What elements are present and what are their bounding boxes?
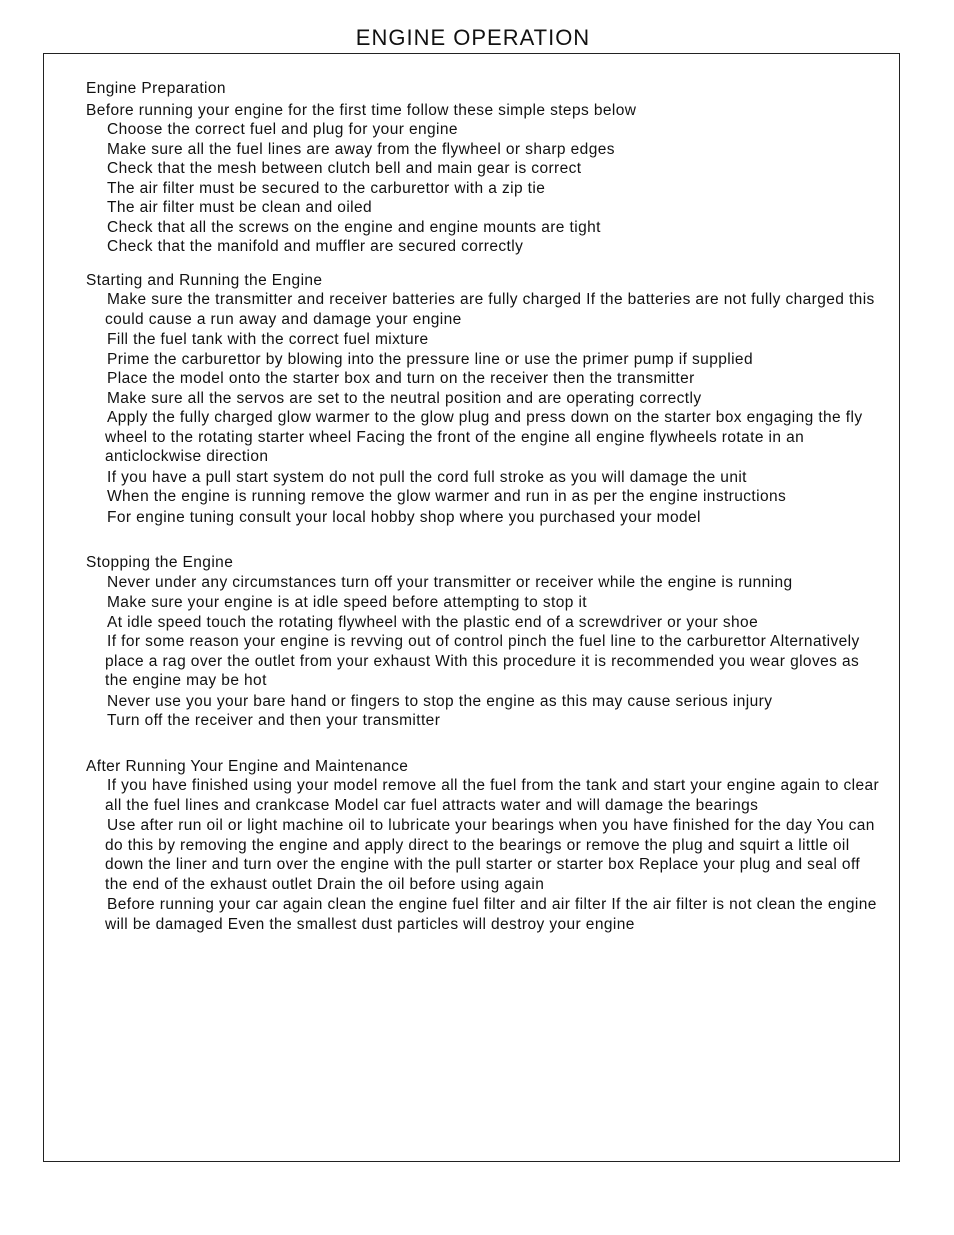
list-item: If for some reason your engine is revving out of control pinch the fuel line to the carburettor Alternatively place a rag over the outlet from your exhaust With this procedure it is recommended you wear gloves as the engine may be hot: [105, 633, 860, 689]
list-item: Make sure your engine is at idle speed before attempting to stop it: [107, 594, 588, 611]
section-starting-running: [86, 271, 886, 528]
content-body: [86, 79, 886, 934]
page-title: ENGINE OPERATION: [355, 25, 591, 50]
list-item: Never under any circumstances turn off your transmitter or receiver while the engine is running: [107, 573, 793, 591]
list-item: Never use you your bare hand or fingers to stop the engine as this may cause serious injury: [107, 692, 773, 710]
list-item: If you have finished using your model remove all the fuel from the tank and start your engine again to clear all the fuel lines and crankcase Model car fuel attracts water and will damage the bearings: [105, 777, 880, 814]
list-item: Use after run oil or light machine oil to lubricate your bearings when you have finished for the day You can do this by removing the engine and apply direct to the bearings or remove the plug and squirt a little oil down the liner and turn over the engine with the pull starter or starter box Replace your plug and seal off the end of the exhaust outlet Drain the oil before using again: [105, 817, 875, 893]
section-after-running-maintenance: [86, 757, 886, 935]
list-item: Check that all the screws on the engine and engine mounts are tight: [107, 218, 601, 236]
list-item: Before running your car again clean the engine fuel filter and air filter If the air filter is not clean the engine will be damaged Even the smallest dust particles will destroy your engine: [105, 896, 877, 933]
list-item: The air filter must be clean and oiled: [107, 199, 373, 216]
list-item: If you have a pull start system do not pull the cord full stroke as you will damage the unit: [107, 468, 747, 486]
section-stopping: [86, 553, 886, 731]
section-heading: Engine Preparation: [86, 80, 226, 97]
list-item: Make sure all the servos are set to the neutral position and are operating correctly: [107, 389, 702, 407]
section-heading: After Running Your Engine and Maintenance: [86, 757, 409, 775]
list-item: When the engine is running remove the glow warmer and run in as per the engine instructions: [107, 488, 787, 505]
section-intro: Before running your engine for the first time follow these simple steps below: [86, 101, 637, 119]
list-item: For engine tuning consult your local hobby shop where you purchased your model: [107, 508, 701, 526]
list-item: Choose the correct fuel and plug for your engine: [107, 121, 458, 138]
list-item: The air filter must be secured to the carburettor with a zip tie: [107, 179, 546, 197]
list-item: At idle speed touch the rotating flywheel with the plastic end of a screwdriver or your shoe: [107, 613, 759, 631]
section-heading: Stopping the Engine: [86, 554, 234, 571]
step-list: [86, 290, 886, 527]
list-item: Place the model onto the starter box and turn on the receiver then the transmitter: [107, 370, 695, 387]
step-list: [86, 573, 886, 731]
list-item: Make sure all the fuel lines are away from the flywheel or sharp edges: [107, 140, 615, 158]
step-list: [86, 776, 886, 934]
list-item: Fill the fuel tank with the correct fuel mixture: [107, 331, 429, 348]
section-engine-preparation: [86, 79, 886, 257]
step-list: [86, 120, 886, 257]
list-item: Make sure the transmitter and receiver batteries are fully charged If the batteries are not fully charged this could cause a run away and damage your engine: [105, 291, 875, 328]
list-item: Check that the manifold and muffler are secured correctly: [107, 238, 524, 255]
section-heading: Starting and Running the Engine: [86, 271, 323, 289]
list-item: Prime the carburettor by blowing into the pressure line or use the primer pump if supplied: [107, 350, 753, 368]
list-item: Apply the fully charged glow warmer to the glow plug and press down on the starter box engaging the fly wheel to the rotating starter wheel Facing the front of the engine all engine flywheels rotate in an anticlockwise direction: [105, 409, 863, 465]
list-item: Check that the mesh between clutch bell and main gear is correct: [107, 160, 582, 177]
list-item: Turn off the receiver and then your transmitter: [107, 712, 441, 729]
